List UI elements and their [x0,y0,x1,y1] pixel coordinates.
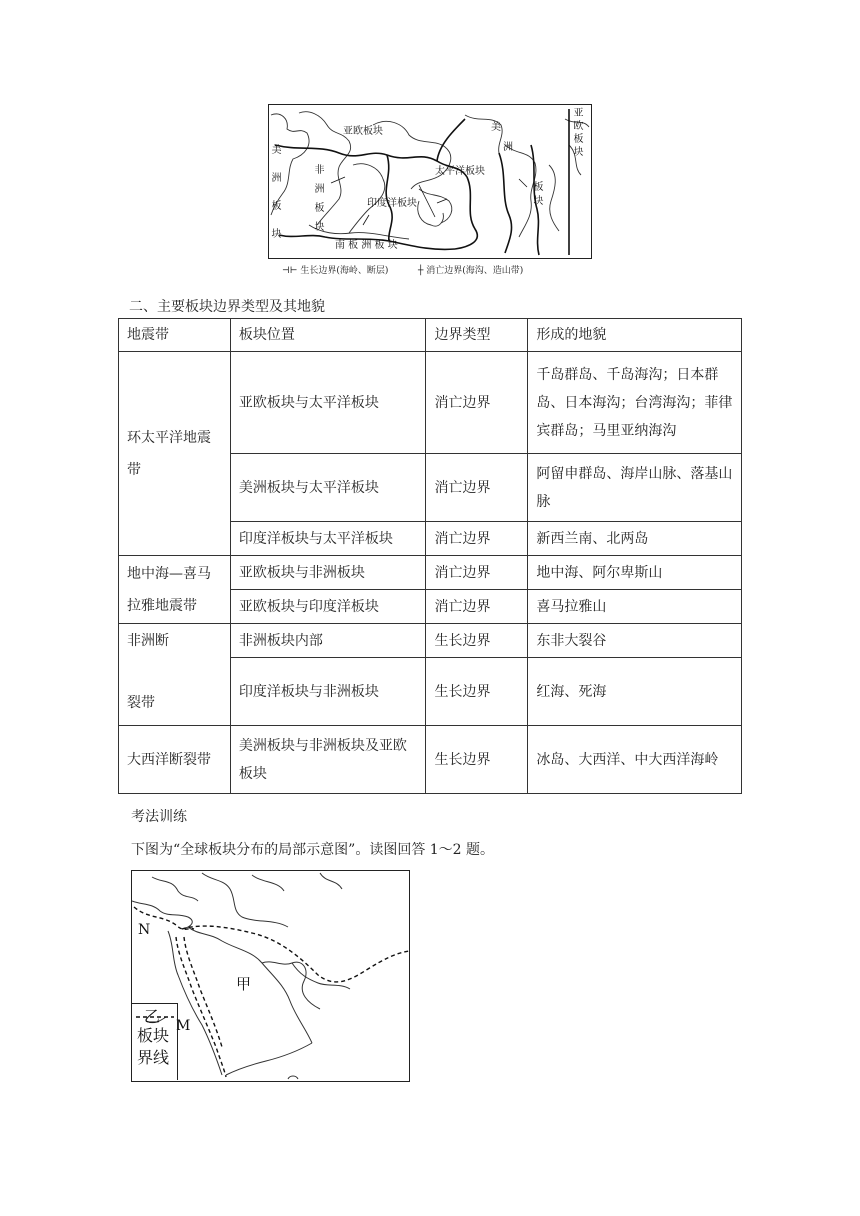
map1-american-left-label: 美洲板块 [271,145,282,240]
table-cell-landform: 东非大裂谷 [528,624,742,658]
belt-atlantic: 大西洋断裂带 [119,726,231,794]
map2-legend-line1: 板块 [137,1026,170,1045]
table-cell-landform: 新西兰南、北两岛 [528,522,742,556]
partial-plate-map [131,870,410,1082]
map1-indian-label: 印度洋板块 [367,198,417,209]
map1-legend-subduction-text: 消亡边界(海沟、造山带) [426,266,524,276]
map2-label-m: M [176,1018,191,1034]
map2-label-yi: 乙 [144,1007,161,1026]
map2-label-jia: 甲 [236,975,252,993]
map1-eurasian-right-label: 亚欧板块 [573,108,584,158]
table-cell-type: 生长边界 [426,658,528,726]
table-row [119,352,742,454]
belt-africa-line1: 非洲断 [127,633,169,649]
table-cell-type: 生长边界 [426,624,528,658]
map1-eurasian-label: 亚欧板块 [343,126,383,137]
map1-pacific-label: 太平洋板块 [435,166,485,177]
table-cell-type: 消亡边界 [426,522,528,556]
table-cell-type: 消亡边界 [426,352,528,454]
table-cell-position: 印度洋板块与非洲板块 [230,658,426,726]
table-cell-landform: 地中海、阿尔卑斯山 [528,556,742,590]
table-header-row [119,319,742,352]
map2-legend-line2: 界线 [137,1048,170,1067]
table-row [119,556,742,590]
training-title: 考法训练 [131,809,187,825]
table-cell-landform: 红海、死海 [528,658,742,726]
map1-american-top-label: 美 [491,122,501,133]
subduction-boundary-icon: ┼ [418,266,424,276]
plate-boundary-icon [134,1007,179,1026]
growth-boundary-icon: ⊣⊢ [282,266,298,276]
map1-legend-growth-text: 生长边界(海岭、断层) [300,266,389,276]
table-cell-type: 消亡边界 [426,454,528,522]
table-cell-landform: 冰岛、大西洋、中大西洋海岭 [528,726,742,794]
belt-pacific: 环太平洋地震带 [119,352,231,556]
table-cell-position: 美洲板块与非洲板块及亚欧板块 [230,726,426,794]
table-cell-type: 消亡边界 [426,590,528,624]
table-cell-position: 印度洋板块与太平洋板块 [230,522,426,556]
table-cell-position: 美洲板块与太平洋板块 [230,454,426,522]
plate-map [268,104,592,259]
table-header: 板块位置 [230,319,426,352]
table-cell-position: 亚欧板块与印度洋板块 [230,590,426,624]
table-header: 形成的地貌 [528,319,742,352]
map1-antarctic-label: 南 板 洲 板 块 [335,240,398,251]
table-cell-position: 亚欧板块与太平洋板块 [230,352,426,454]
boundary-table [118,318,742,794]
map2-label-n: N [138,922,151,938]
map1-legend-subduction [418,263,523,276]
table-cell-type: 消亡边界 [426,556,528,590]
map1-african-label: 非洲板块 [314,165,325,233]
question-intro: 下图为“全球板块分布的局部示意图”。读图回答 1～2 题。 [131,842,495,858]
table-header: 地震带 [119,319,231,352]
table-header: 边界类型 [426,319,528,352]
table-row [119,624,742,658]
table-cell-landform: 喜马拉雅山 [528,590,742,624]
table-cell-landform: 阿留申群岛、海岸山脉、落基山脉 [528,454,742,522]
belt-med: 地中海—喜马拉雅地震带 [119,556,231,624]
table-row [119,726,742,794]
map2-legend [132,1003,178,1080]
table-cell-landform: 千岛群岛、千岛海沟；日本群岛、日本海沟；台湾海沟；菲律宾群岛；马里亚纳海沟 [528,352,742,454]
belt-africa [119,624,231,726]
map1-american-right-block-label: 板块 [533,182,544,207]
section-title: 二、主要板块边界类型及其地貌 [129,299,325,315]
belt-africa-line2: 裂带 [127,695,155,711]
table-cell-position: 非洲板块内部 [230,624,426,658]
map1-american-mid-label: 洲 [503,142,513,153]
table-cell-position: 亚欧板块与非洲板块 [230,556,426,590]
map1-legend-growth [282,263,388,276]
table-cell-type: 生长边界 [426,726,528,794]
